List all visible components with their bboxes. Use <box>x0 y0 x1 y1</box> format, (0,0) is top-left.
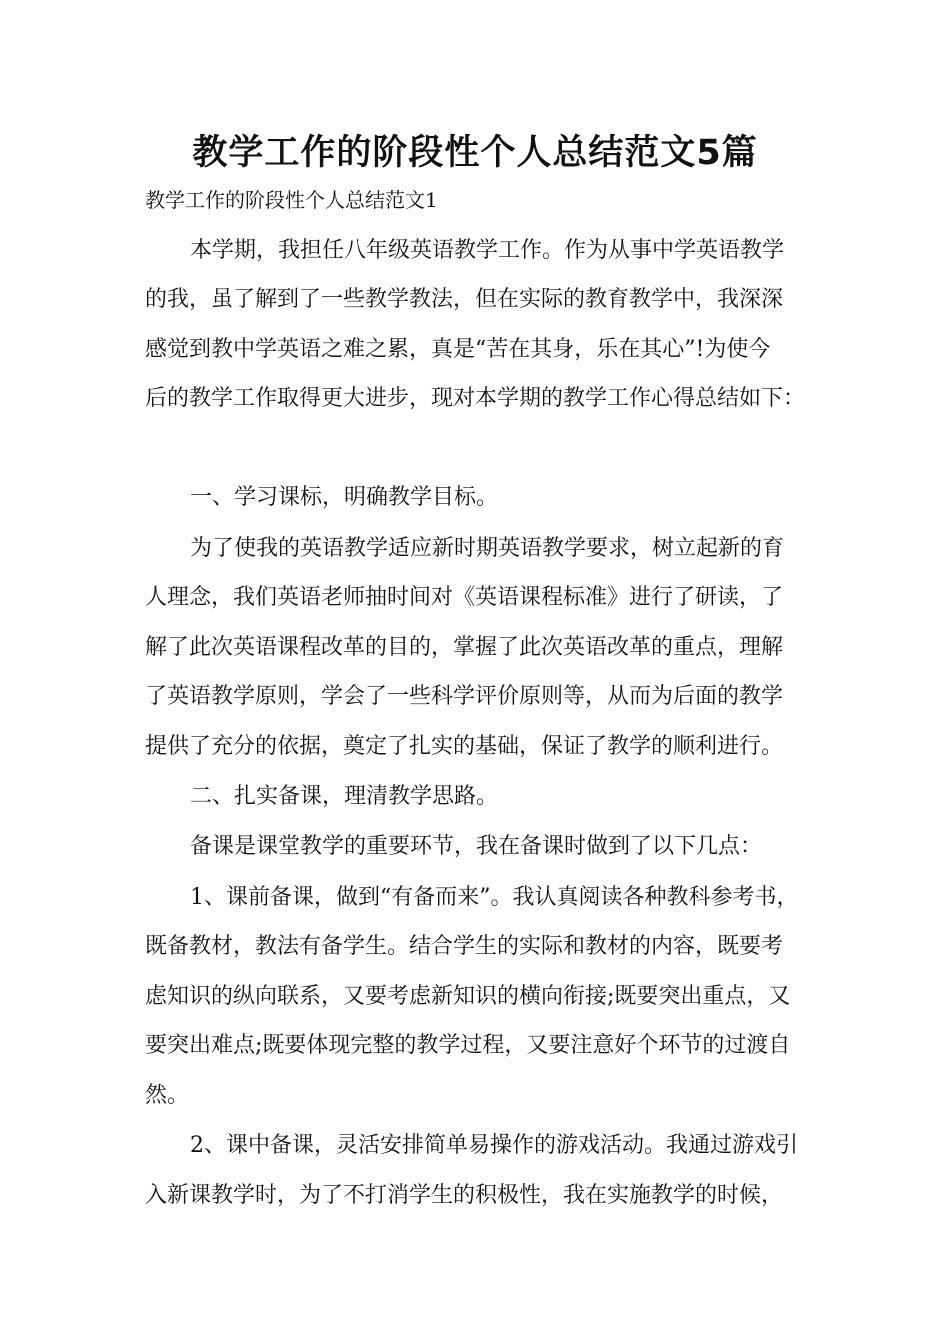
paragraph-line: 要突出难点;既要体现完整的教学过程，又要注意好个环节的过渡自 <box>145 1033 791 1058</box>
paragraph-line: 1、课前备课，做到“有备而来”。我认真阅读各种教科参考书， <box>190 885 799 910</box>
paragraph-line: 2、课中备课，灵活安排简单易操作的游戏活动。我通过游戏引 <box>190 1133 798 1158</box>
paragraph-line: 既备教材，教法有备学生。结合学生的实际和教材的内容，既要考 <box>145 934 784 959</box>
paragraph-line: 了英语教学原则，学会了一些科学评价原则等，从而为后面的教学 <box>145 684 784 709</box>
paragraph-line: 虑知识的纵向联系，又要考虑新知识的横向衔接;既要突出重点，又 <box>145 984 791 1009</box>
paragraph-line: 解了此次英语课程改革的目的，掌握了此次英语改革的重点，理解 <box>145 635 784 660</box>
section-heading: 一、学习课标，明确教学目标。 <box>190 485 499 510</box>
paragraph-line: 人理念，我们英语老师抽时间对《英语课程标准》进行了研读，了 <box>145 585 784 610</box>
paragraph-line: 然。 <box>145 1083 190 1108</box>
section-heading: 二、扎实备课，理清教学思路。 <box>190 784 499 809</box>
paragraph-line: 感觉到教中学英语之难之累，真是“苦在其身，乐在其心”!为使今 <box>145 337 771 362</box>
paragraph-line: 的我，虽了解到了一些教学教法，但在实际的教育教学中，我深深 <box>145 287 784 312</box>
paragraph-line: 后的教学工作取得更大进步，现对本学期的教学工作心得总结如下： <box>145 386 806 411</box>
paragraph-line: 入新课教学时，为了不打消学生的积极性，我在实施教学的时候， <box>145 1183 784 1208</box>
document-title: 教学工作的阶段性个人总结范文5篇 <box>192 133 758 173</box>
paragraph-line: 提供了充分的依据，奠定了扎实的基础，保证了教学的顺利进行。 <box>145 734 784 759</box>
paragraph-line: 备课是课堂教学的重要环节，我在备课时做到了以下几点： <box>190 834 763 859</box>
paragraph-line: 本学期，我担任八年级英语教学工作。作为从事中学英语教学 <box>190 238 785 263</box>
section-subtitle: 教学工作的阶段性个人总结范文1 <box>145 188 438 212</box>
paragraph-line: 为了使我的英语教学适应新时期英语教学要求，树立起新的育 <box>190 536 785 561</box>
